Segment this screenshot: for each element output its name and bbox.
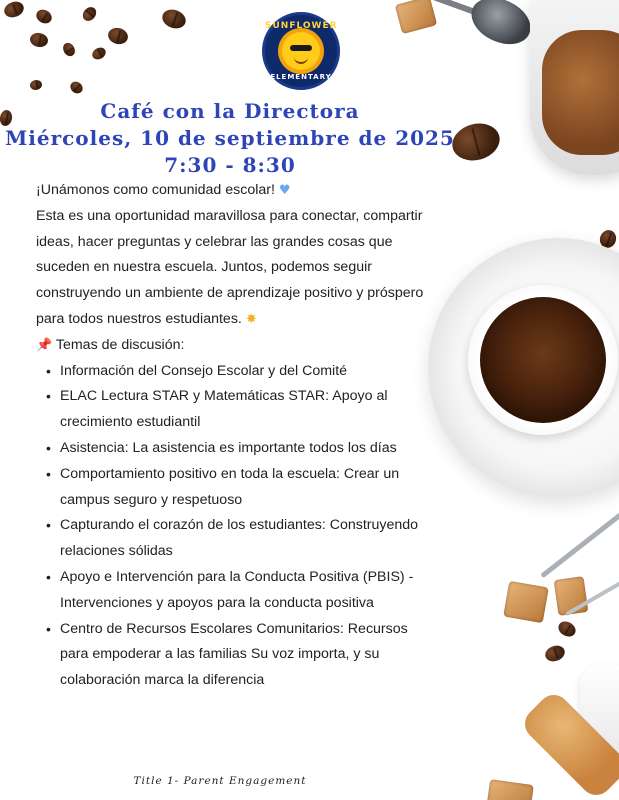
coffee-bean-icon [543,643,567,664]
pushpin-icon: 📌 [36,337,53,353]
logo-top-text: SUNFLOWER [265,21,338,31]
sugar-cube-icon [395,0,438,34]
intro-line: ¡Unámonos como comunidad escolar! [36,182,275,198]
sparkle-star-icon: ✸ [245,311,257,327]
coffee-bean-icon [106,26,129,47]
topics-list [36,359,436,694]
coffee-bean-icon [29,32,49,49]
topics-heading [36,333,436,359]
coffee-bean-icon [34,7,54,26]
logo-bottom-text: ELEMENTARY [270,73,332,81]
topic-item: • Capturando el corazón de los estudiantes: Construyendo relaciones sólidas [60,513,436,565]
flyer-body [36,178,436,694]
topic-item: • Comportamiento positivo en toda la escuela: Crear un campus seguro y respetuoso [60,462,436,514]
topic-item: • ELAC Lectura STAR y Matemáticas STAR: Apoyo al crecimiento estudiantil [60,384,436,436]
topic-item: • Apoyo e Intervención para la Conducta Positiva (PBIS) - Intervenciones y apoyos para la conducta positiva [60,565,436,617]
coffee-bean-icon [556,618,579,639]
footer-note: Title 1- Parent Engagement [133,775,307,787]
blue-heart-icon: ♥ [278,183,291,198]
spoon-icon [464,0,538,53]
intro-paragraph-text: Esta es una oportunidad maravillosa para conectar, compartir ideas, hacer preguntas y celebrar las grandes cosas que suceden en nuestra escuela. Juntos, podemos seguir construyendo un ambiente de aprendizaje positivo y próspero para todos nuestros estudiantes. [36,207,424,327]
coffee-bean-icon [2,0,26,20]
coffee-surface [480,297,606,423]
coffee-bean-icon [80,4,99,23]
coffee-bean-icon [90,45,108,62]
coffee-bean-icon [160,6,189,31]
topic-item: • Información del Consejo Escolar y del Comité [60,359,436,385]
topic-item: • Asistencia: La asistencia es importante todos los días [60,436,436,462]
sunflower-sun-icon [282,32,320,70]
event-date: Miércoles, 10 de septiembre de 2025 [5,126,455,150]
fork-icon [540,507,619,579]
coffee-bean-icon [29,79,43,91]
sugar-cube-icon [486,779,534,800]
intro-paragraph [36,204,436,333]
school-logo [262,12,340,90]
brown-sugar-cubes [542,30,619,155]
coffee-bean-icon [68,79,85,96]
event-title: Café con la Directora [100,99,360,123]
topic-item: • Centro de Recursos Escolares Comunitarios: Recursos para empoderar a las familias Su voz importa, y su colaboración marca la diferencia [60,617,436,694]
topics-title: Temas de discusión: [55,336,185,353]
coffee-bean-icon [61,41,78,59]
event-time: 7:30 - 8:30 [164,153,296,177]
event-heading [0,98,460,179]
sugar-cube-icon [503,581,549,623]
intro-heading [36,178,436,204]
